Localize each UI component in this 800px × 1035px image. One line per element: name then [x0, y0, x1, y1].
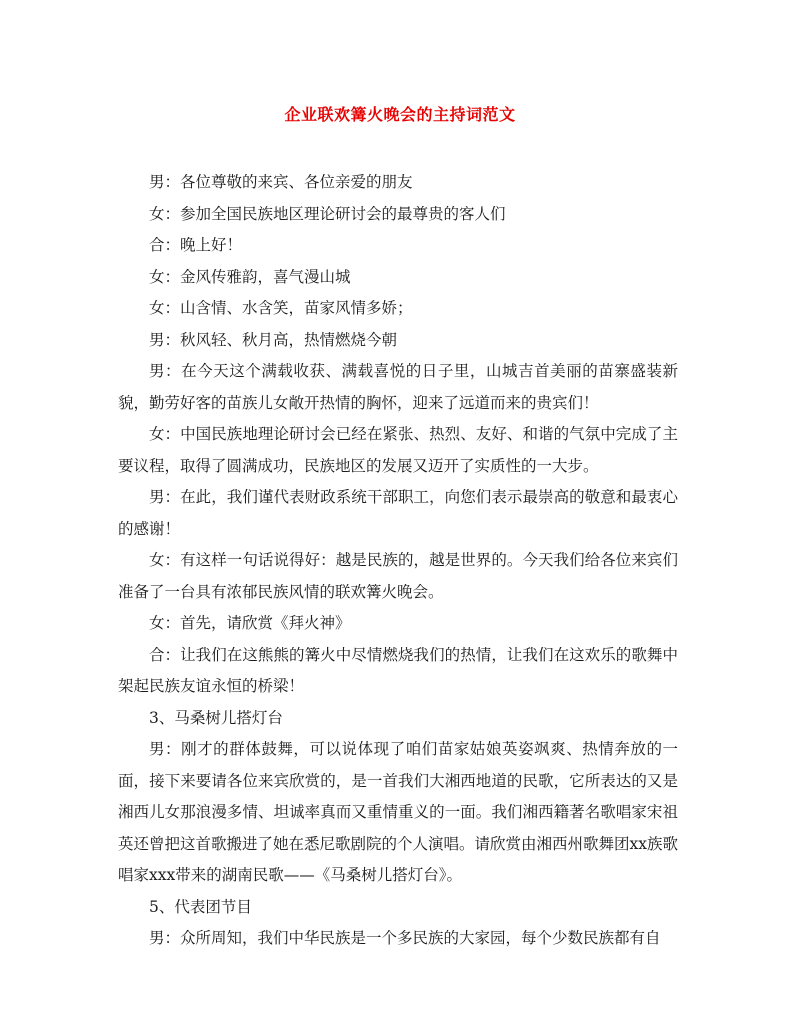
paragraph: 女：山含情、水含笑，苗家风情多娇；	[149, 299, 413, 317]
paragraph: 女：中国民族地理论研讨会已经在紧张、热烈、友好、和谐的气氛中完成了主要议程，取得了圆满成功，民族地区的发展又迈开了实质性的一大步。	[118, 425, 678, 475]
paragraph: 男：各位尊敬的来宾、各位亲爱的朋友	[149, 173, 413, 191]
paragraph: 男：刚才的群体鼓舞，可以说体现了咱们苗家姑娘英姿飒爽、热情奔放的一面，接下来要请各位来宾欣赏的，是一首我们大湘西地道的民歌，它所表达的又是湘西儿女那浪漫多情、坦诚率真而又重情重义的一面。我们湘西籍著名歌唱家宋祖英还曾把这首歌搬进了她在悉尼歌剧院的个人演唱。请欣赏由湘西州歌舞团xx族歌唱家xxx带来的湖南民歌——《马桑树儿搭灯台》。	[118, 740, 678, 884]
paragraph: 女：首先，请欣赏《拜火神》	[149, 614, 351, 632]
paragraph: 男：众所周知，我们中华民族是一个多民族的大家园，每个少数民族都有自	[149, 929, 661, 947]
paragraph: 男：秋风轻、秋月高，热情燃烧今朝	[149, 330, 398, 349]
paragraph: 男：在此，我们谨代表财政系统干部职工，向您们表示最崇高的敬意和最衷心的感谢！	[118, 488, 678, 538]
document-body	[118, 167, 678, 955]
section-heading: 5、代表团节目	[149, 897, 252, 916]
paragraph: 女：金风传雅韵，喜气漫山城	[149, 267, 351, 286]
section-heading: 3、马桑树儿搭灯台	[149, 708, 283, 727]
paragraph: 合：让我们在这熊熊的篝火中尽情燃烧我们的热情，让我们在这欢乐的歌舞中架起民族友谊永恒的桥梁！	[118, 645, 678, 695]
paragraph: 女：参加全国民族地区理论研讨会的最尊贵的客人们	[149, 204, 506, 223]
document-title: 企业联欢篝火晚会的主持词范文	[284, 105, 516, 124]
paragraph: 合：晚上好！	[149, 236, 243, 254]
paragraph: 男：在今天这个满载收获、满载喜悦的日子里，山城吉首美丽的苗寨盛装新貌，勤劳好客的苗族儿女敞开热情的胸怀，迎来了远道而来的贵宾们！	[118, 362, 678, 412]
paragraph: 女：有这样一句话说得好：越是民族的，越是世界的。今天我们给各位来宾们准备了一台具有浓郁民族风情的联欢篝火晚会。	[118, 551, 678, 601]
